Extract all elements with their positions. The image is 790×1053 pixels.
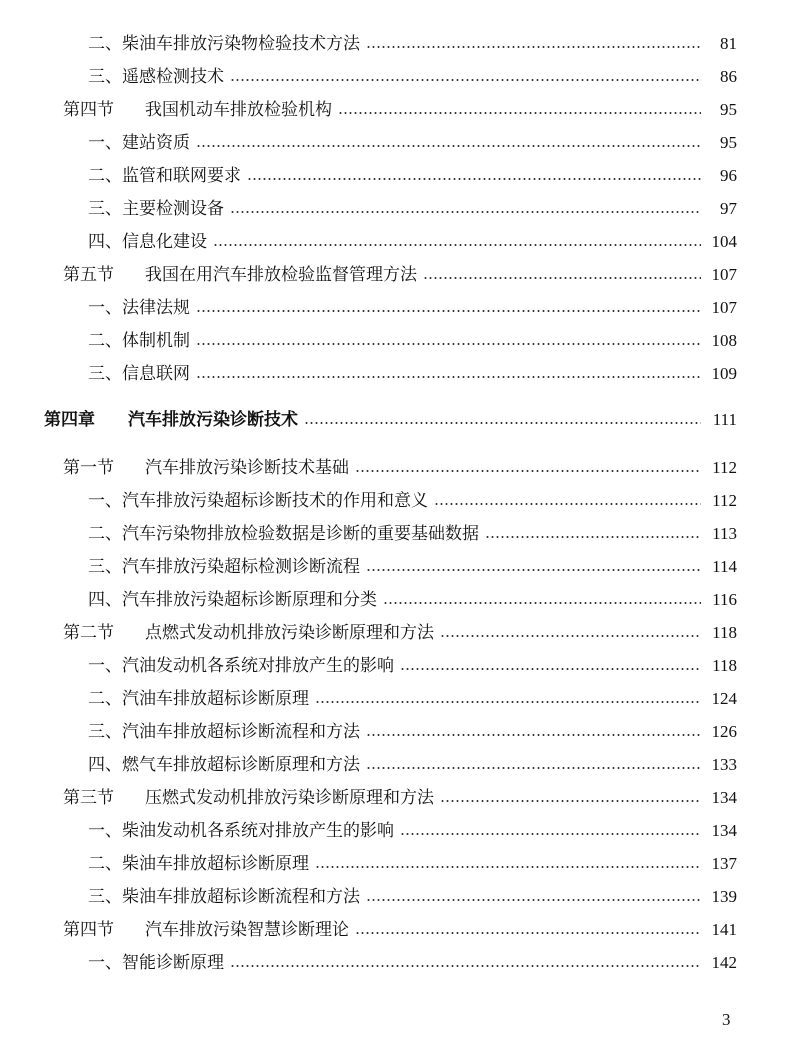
toc-entry-number: 第二节: [63, 622, 114, 643]
dot-leader: [213, 244, 701, 246]
toc-entry-page: 141: [711, 919, 737, 939]
toc-entry-title: [88, 590, 377, 610]
dot-leader: [366, 899, 701, 901]
toc-entry-text: 汽车排放污染诊断技术: [128, 410, 298, 430]
toc-entry-text: 四、汽车排放污染超标诊断原理和分类: [88, 589, 377, 610]
toc-entry-page: 104: [711, 231, 737, 251]
toc-section-entry[interactable]: [0, 616, 790, 649]
dot-leader: [355, 470, 701, 472]
toc-entry-page: 96: [720, 165, 737, 185]
dot-leader: [366, 767, 701, 769]
table-of-contents: [0, 27, 790, 979]
dot-leader: [315, 701, 701, 703]
toc-entry-text: 压燃式发动机排放污染诊断原理和方法: [145, 787, 434, 808]
toc-entry-page: 97: [720, 198, 737, 218]
toc-entry-page: 137: [711, 853, 737, 873]
toc-sub-entry[interactable]: [0, 550, 790, 583]
toc-entry-text: 二、汽车污染物排放检验数据是诊断的重要基础数据: [88, 523, 479, 544]
toc-sub-entry[interactable]: [0, 583, 790, 616]
toc-entry-text: 一、柴油发动机各系统对排放产生的影响: [88, 820, 394, 841]
toc-sub-entry[interactable]: [0, 946, 790, 979]
toc-entry-number: 第四节: [63, 919, 114, 940]
toc-entry-text: 四、燃气车排放超标诊断原理和方法: [88, 754, 360, 775]
toc-entry-title: [63, 458, 349, 478]
toc-entry-page: 107: [711, 297, 737, 317]
toc-entry-text: 我国在用汽车排放检验监督管理方法: [145, 264, 417, 285]
toc-sub-entry[interactable]: [0, 324, 790, 357]
dot-leader: [230, 211, 701, 213]
toc-entry-page: 111: [712, 410, 737, 429]
toc-entry-number: 第三节: [63, 787, 114, 808]
toc-entry-page: 116: [712, 589, 737, 609]
toc-entry-number: 第四章: [44, 410, 95, 430]
dot-leader: [196, 145, 701, 147]
toc-sub-entry[interactable]: [0, 357, 790, 390]
toc-entry-title: [88, 298, 190, 318]
toc-sub-entry[interactable]: [0, 748, 790, 781]
toc-entry-number: 第四节: [63, 99, 114, 120]
dot-leader: [485, 536, 701, 538]
toc-entry-title: [88, 364, 190, 384]
dot-leader: [423, 277, 701, 279]
toc-entry-title: [88, 331, 190, 351]
toc-entry-title: [88, 656, 394, 676]
toc-entry-page: 109: [711, 363, 737, 383]
toc-entry-text: 三、汽车排放污染超标检测诊断流程: [88, 556, 360, 577]
toc-entry-page: 95: [720, 99, 737, 119]
toc-entry-title: [88, 557, 360, 577]
toc-entry-title: [63, 788, 434, 808]
toc-entry-page: 124: [711, 688, 737, 708]
toc-entry-title: [88, 722, 360, 742]
toc-entry-page: 112: [712, 490, 737, 510]
toc-entry-text: 汽车排放污染诊断技术基础: [145, 457, 349, 478]
dot-leader: [366, 46, 701, 48]
dot-leader: [338, 112, 701, 114]
toc-entry-text: 我国机动车排放检验机构: [145, 99, 332, 120]
toc-entry-title: [88, 491, 428, 511]
toc-sub-entry[interactable]: [0, 159, 790, 192]
dot-leader: [440, 635, 701, 637]
toc-entry-number: 第一节: [63, 457, 114, 478]
toc-entry-page: 134: [711, 820, 737, 840]
toc-entry-text: 汽车排放污染智慧诊断理论: [145, 919, 349, 940]
toc-entry-text: 三、信息联网: [88, 363, 190, 384]
toc-entry-title: [88, 755, 360, 775]
toc-entry-title: [63, 100, 332, 120]
toc-entry-text: 二、监管和联网要求: [88, 165, 241, 186]
toc-sub-entry[interactable]: [0, 126, 790, 159]
toc-sub-entry[interactable]: [0, 847, 790, 880]
toc-entry-page: 81: [720, 33, 737, 53]
toc-entry-page: 113: [712, 523, 737, 543]
toc-sub-entry[interactable]: [0, 484, 790, 517]
toc-entry-text: 点燃式发动机排放污染诊断原理和方法: [145, 622, 434, 643]
toc-sub-entry[interactable]: [0, 682, 790, 715]
toc-entry-title: [88, 821, 394, 841]
dot-leader: [230, 79, 701, 81]
toc-entry-title: [88, 133, 190, 153]
toc-entry-number: 第五节: [63, 264, 114, 285]
toc-entry-text: 四、信息化建设: [88, 231, 207, 252]
toc-entry-page: 118: [712, 622, 737, 642]
toc-entry-title: [88, 524, 479, 544]
toc-entry-text: 一、建站资质: [88, 132, 190, 153]
dot-leader: [383, 602, 701, 604]
toc-entry-title: [88, 199, 224, 219]
toc-sub-entry[interactable]: [0, 880, 790, 913]
dot-leader: [366, 734, 701, 736]
toc-entry-page: 114: [712, 556, 737, 576]
toc-entry-text: 一、汽车排放污染超标诊断技术的作用和意义: [88, 490, 428, 511]
dot-leader: [196, 376, 701, 378]
toc-entry-title: [88, 887, 360, 907]
toc-entry-page: 112: [712, 457, 737, 477]
toc-entry-title: [88, 166, 241, 186]
toc-section-entry[interactable]: [0, 451, 790, 484]
dot-leader: [400, 833, 701, 835]
toc-entry-page: 95: [720, 132, 737, 152]
toc-entry-text: 二、汽油车排放超标诊断原理: [88, 688, 309, 709]
toc-entry-text: 三、遥感检测技术: [88, 66, 224, 87]
toc-entry-text: 二、柴油车排放污染物检验技术方法: [88, 33, 360, 54]
toc-entry-title: [63, 623, 434, 643]
dot-leader: [247, 178, 701, 180]
toc-sub-entry[interactable]: [0, 192, 790, 225]
dot-leader: [440, 800, 701, 802]
toc-entry-text: 一、汽油发动机各系统对排放产生的影响: [88, 655, 394, 676]
toc-entry-text: 三、柴油车排放超标诊断流程和方法: [88, 886, 360, 907]
toc-entry-title: [44, 410, 298, 430]
toc-section-entry[interactable]: [0, 913, 790, 946]
toc-sub-entry[interactable]: [0, 291, 790, 324]
toc-entry-page: 107: [711, 264, 737, 284]
toc-entry-title: [88, 854, 309, 874]
dot-leader: [196, 310, 701, 312]
toc-sub-entry[interactable]: [0, 27, 790, 60]
toc-sub-entry[interactable]: [0, 517, 790, 550]
toc-entry-text: 三、主要检测设备: [88, 198, 224, 219]
toc-entry-text: 二、柴油车排放超标诊断原理: [88, 853, 309, 874]
toc-sub-entry[interactable]: [0, 649, 790, 682]
dot-leader: [304, 422, 701, 424]
toc-chapter-entry[interactable]: [0, 403, 790, 437]
toc-entry-title: [88, 953, 224, 973]
dot-leader: [434, 503, 701, 505]
dot-leader: [366, 569, 701, 571]
toc-entry-page: 126: [711, 721, 737, 741]
toc-entry-title: [88, 67, 224, 87]
toc-entry-title: [88, 34, 360, 54]
toc-entry-text: 一、智能诊断原理: [88, 952, 224, 973]
toc-entry-page: 142: [711, 952, 737, 972]
dot-leader: [400, 668, 701, 670]
toc-entry-text: 二、体制机制: [88, 330, 190, 351]
toc-sub-entry[interactable]: [0, 814, 790, 847]
dot-leader: [196, 343, 701, 345]
toc-entry-title: [88, 232, 207, 252]
toc-entry-text: 三、汽油车排放超标诊断流程和方法: [88, 721, 360, 742]
toc-entry-page: 118: [712, 655, 737, 675]
toc-entry-page: 139: [711, 886, 737, 906]
page-number: 3: [722, 1010, 731, 1029]
dot-leader: [230, 965, 701, 967]
dot-leader: [355, 932, 701, 934]
toc-sub-entry[interactable]: [0, 60, 790, 93]
toc-entry-page: 86: [720, 66, 737, 86]
toc-entry-title: [63, 265, 417, 285]
dot-leader: [315, 866, 701, 868]
toc-section-entry[interactable]: [0, 258, 790, 291]
toc-entry-title: [88, 689, 309, 709]
toc-section-entry[interactable]: [0, 93, 790, 126]
toc-section-entry[interactable]: [0, 781, 790, 814]
toc-sub-entry[interactable]: [0, 225, 790, 258]
toc-entry-title: [63, 920, 349, 940]
toc-entry-page: 133: [711, 754, 737, 774]
toc-sub-entry[interactable]: [0, 715, 790, 748]
toc-entry-page: 108: [711, 330, 737, 350]
toc-entry-page: 134: [711, 787, 737, 807]
toc-entry-text: 一、法律法规: [88, 297, 190, 318]
